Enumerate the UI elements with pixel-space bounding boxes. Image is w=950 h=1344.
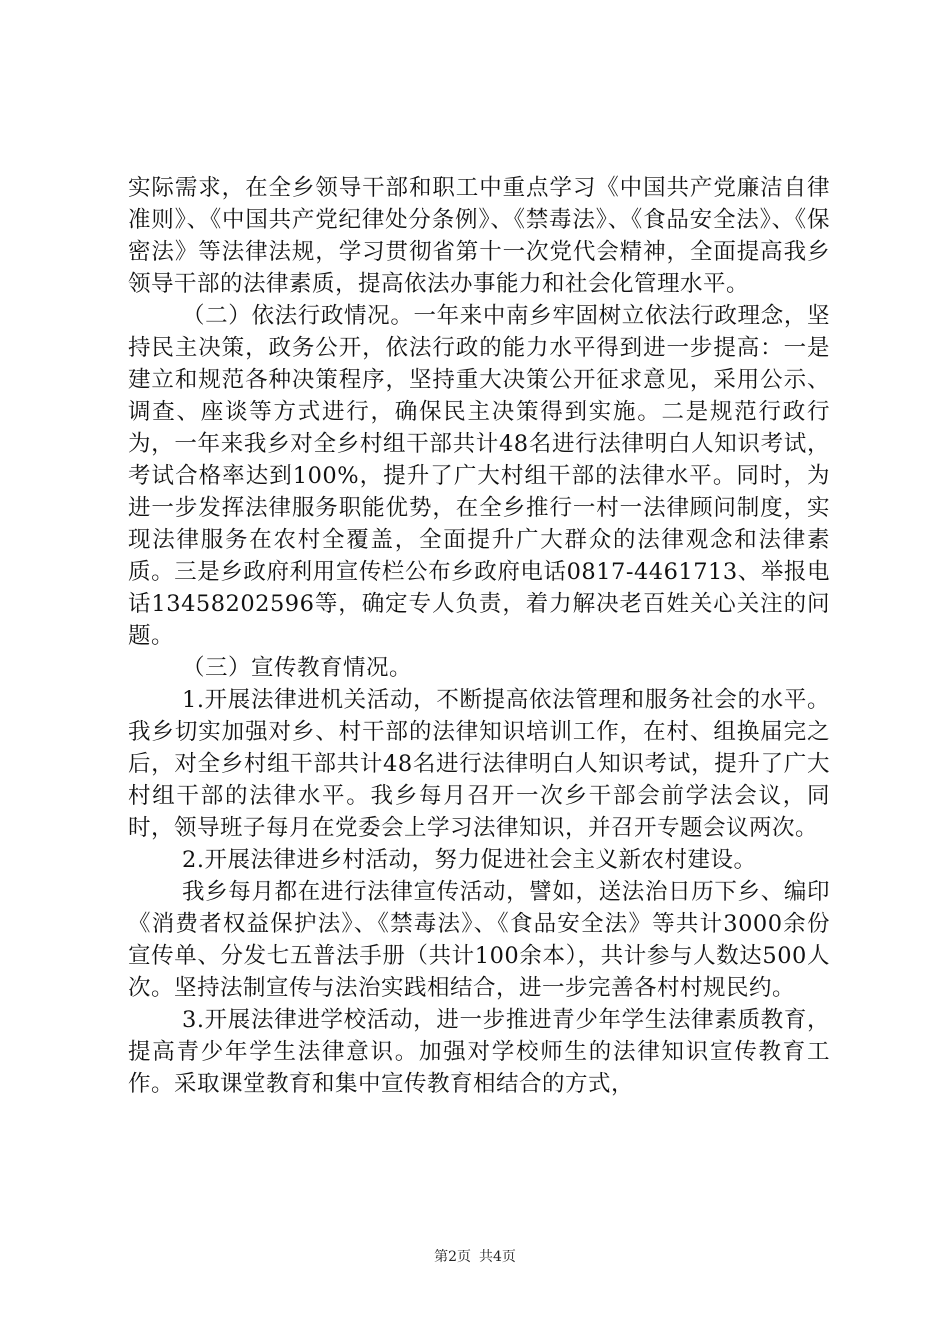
page-number: 第2页 [434,1249,471,1265]
page-total: 共4页 [479,1249,516,1265]
paragraph-item-2: 2.开展法律进乡村活动，努力促进社会主义新农村建设。 [182,847,757,873]
document-body [128,172,830,1100]
paragraph-continuation: 实际需求，在全乡领导干部和职工中重点学习《中国共产党廉洁自律准则》、《中国共产党纪律处分条例》、《禁毒法》、《食品安全法》、《保密法》等法律法规，学习贯彻省第十一次党代会精神，全面提高我乡领导干部的法律素质，提高依法办事能力和社会化管理水平。 [128,175,830,297]
page-footer [0,1246,950,1266]
paragraph-item-2-detail: 我乡每月都在进行法律宣传活动，譬如，送法治日历下乡、编印《消费者权益保护法》、《禁毒法》、《食品安全法》等共计3000余份宣传单、分发七五普法手册（共计100余本），共计参与人数达500人次。坚持法制宣传与法治实践相结合，进一步完善各村村规民约。 [128,879,830,1001]
paragraph-item-1: 1.开展法律进机关活动，不断提高依法管理和服务社会的水平。我乡切实加强对乡、村干部的法律知识培训工作，在村、组换届完之后，对全乡村组干部共计48名进行法律明白人知识考试，提升了广大村组干部的法律水平。我乡每月召开一次乡干部会前学法会议，同时，领导班子每月在党委会上学习法律知识，并召开专题会议两次。 [128,687,830,841]
paragraph-section-2: （二）依法行政情况。一年来中南乡牢固树立依法行政理念，坚持民主决策，政务公开，依法行政的能力水平得到进一步提高：一是建立和规范各种决策程序，坚持重大决策公开征求意见，采用公示、调查、座谈等方式进行，确保民主决策得到实施。二是规范行政行为，一年来我乡对全乡村组干部共计48名进行法律明白人知识考试，考试合格率达到100%，提升了广大村组干部的法律水平。同时，为进一步发挥法律服务职能优势，在全乡推行一村一法律顾问制度，实现法律服务在农村全覆盖，全面提升广大群众的法律观念和法律素质。三是乡政府利用宣传栏公布乡政府电话0817-4461713、举报电话13458202596等，确定专人负责，着力解决老百姓关心关注的问题。 [128,303,830,649]
paragraph-section-3-heading: （三）宣传教育情况。 [182,655,413,681]
paragraph-item-3: 3.开展法律进学校活动，进一步推进青少年学生法律素质教育，提高青少年学生法律意识。加强对学校师生的法律知识宣传教育工作。采取课堂教育和集中宣传教育相结合的方式， [128,1007,830,1097]
